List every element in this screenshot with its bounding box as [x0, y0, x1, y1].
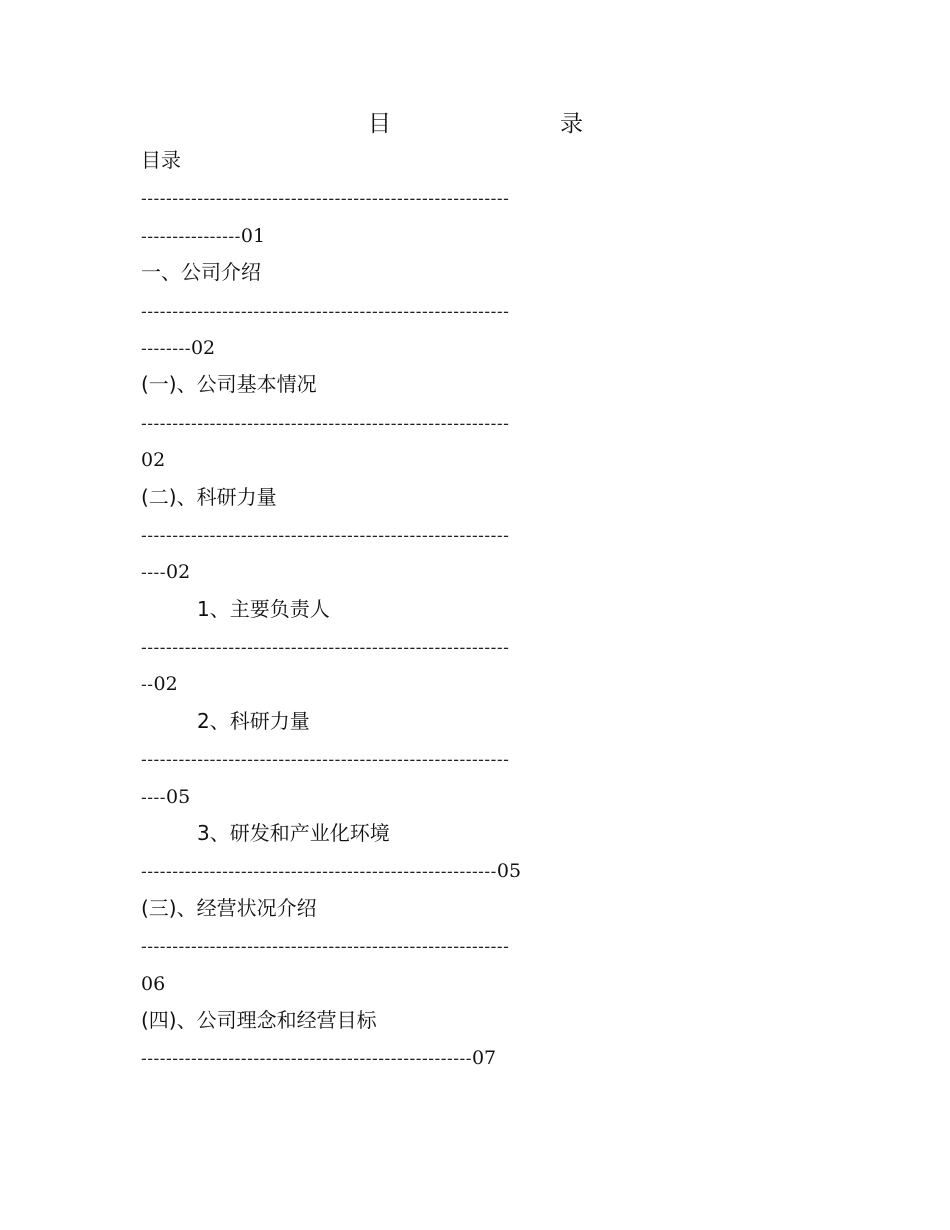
toc-leader-continuation [141, 441, 811, 478]
toc-entry[interactable] [141, 890, 811, 1002]
toc-leader-continuation [141, 665, 811, 702]
toc-entry-label: (三)、经营状况介绍 [141, 895, 317, 920]
toc-leader-dashes: ----------------------------------------------------------- [141, 750, 510, 771]
toc-leader-dashes: ----------------------------------------------------------- [141, 301, 510, 322]
toc-entry-label: 1、主要负责人 [197, 596, 330, 621]
toc-page-number: 02 [165, 561, 191, 584]
toc-leader-dashes: ----------------------------------------------------- [141, 1049, 472, 1070]
toc-entry[interactable] [141, 479, 811, 591]
toc-page-number: 05 [165, 785, 191, 808]
toc-entry-label: (四)、公司理念和经营目标 [141, 1007, 377, 1032]
toc-leader-dashes: ----------------------------------------------------------- [141, 638, 510, 659]
toc-leader-line [141, 404, 811, 441]
toc-page-number: 02 [190, 336, 216, 359]
toc-entry-label: 3、研发和产业化环境 [197, 821, 390, 846]
toc-entry-label: 一、公司介绍 [141, 260, 261, 285]
toc-leader-dashes: ----------------------------------------------------------- [141, 937, 510, 958]
toc-leader-continuation [141, 553, 811, 590]
toc-entry-label: 2、科研力量 [197, 708, 310, 733]
toc-entry[interactable] [141, 1002, 811, 1077]
toc-page-number: 06 [141, 972, 166, 995]
toc-leader-continuation [141, 217, 811, 254]
toc-leader-dashes: ----------------------------------------------------------- [141, 189, 510, 210]
toc-page-number: 01 [240, 224, 266, 247]
toc-leader-line [141, 927, 811, 964]
toc-leader-line [141, 292, 811, 329]
toc-page-number: 05 [496, 860, 522, 883]
toc-leader-dashes: ---------------- [141, 226, 241, 247]
toc-title-char-1: 目 [368, 111, 391, 137]
toc-entry-label: 目录 [141, 148, 181, 172]
toc-entry[interactable] [141, 815, 811, 890]
toc-title [0, 108, 950, 140]
toc-title-char-2: 录 [560, 111, 583, 137]
toc-leader-line [141, 740, 811, 777]
toc-leader-dashes: -- [141, 675, 154, 696]
toc-leader-dashes: -------- [141, 338, 191, 359]
toc-leader-line [141, 179, 811, 216]
toc-entry[interactable] [141, 254, 811, 366]
toc-leader-line [141, 1039, 811, 1076]
toc-leader-continuation [141, 778, 811, 815]
toc-leader-continuation [141, 965, 811, 1002]
toc-entry[interactable] [141, 142, 811, 254]
table-of-contents [141, 142, 811, 1077]
toc-leader-dashes: ---- [141, 787, 166, 808]
toc-page-number: 02 [153, 673, 178, 696]
toc-entry[interactable] [141, 366, 811, 478]
toc-leader-dashes: --------------------------------------------------------- [141, 862, 497, 883]
toc-leader-dashes: ----------------------------------------------------------- [141, 413, 510, 434]
toc-leader-line [141, 852, 811, 889]
toc-page-number: 02 [141, 449, 166, 472]
toc-entry[interactable] [141, 591, 811, 703]
toc-page-number: 07 [471, 1047, 497, 1070]
toc-leader-continuation [141, 329, 811, 366]
toc-entry-label: (一)、公司基本情况 [141, 372, 317, 397]
toc-leader-dashes: ----------------------------------------------------------- [141, 525, 510, 546]
toc-leader-line [141, 628, 811, 665]
toc-leader-line [141, 516, 811, 553]
toc-leader-dashes: ---- [141, 563, 166, 584]
toc-entry[interactable] [141, 703, 811, 815]
toc-entry-label: (二)、科研力量 [141, 484, 277, 509]
